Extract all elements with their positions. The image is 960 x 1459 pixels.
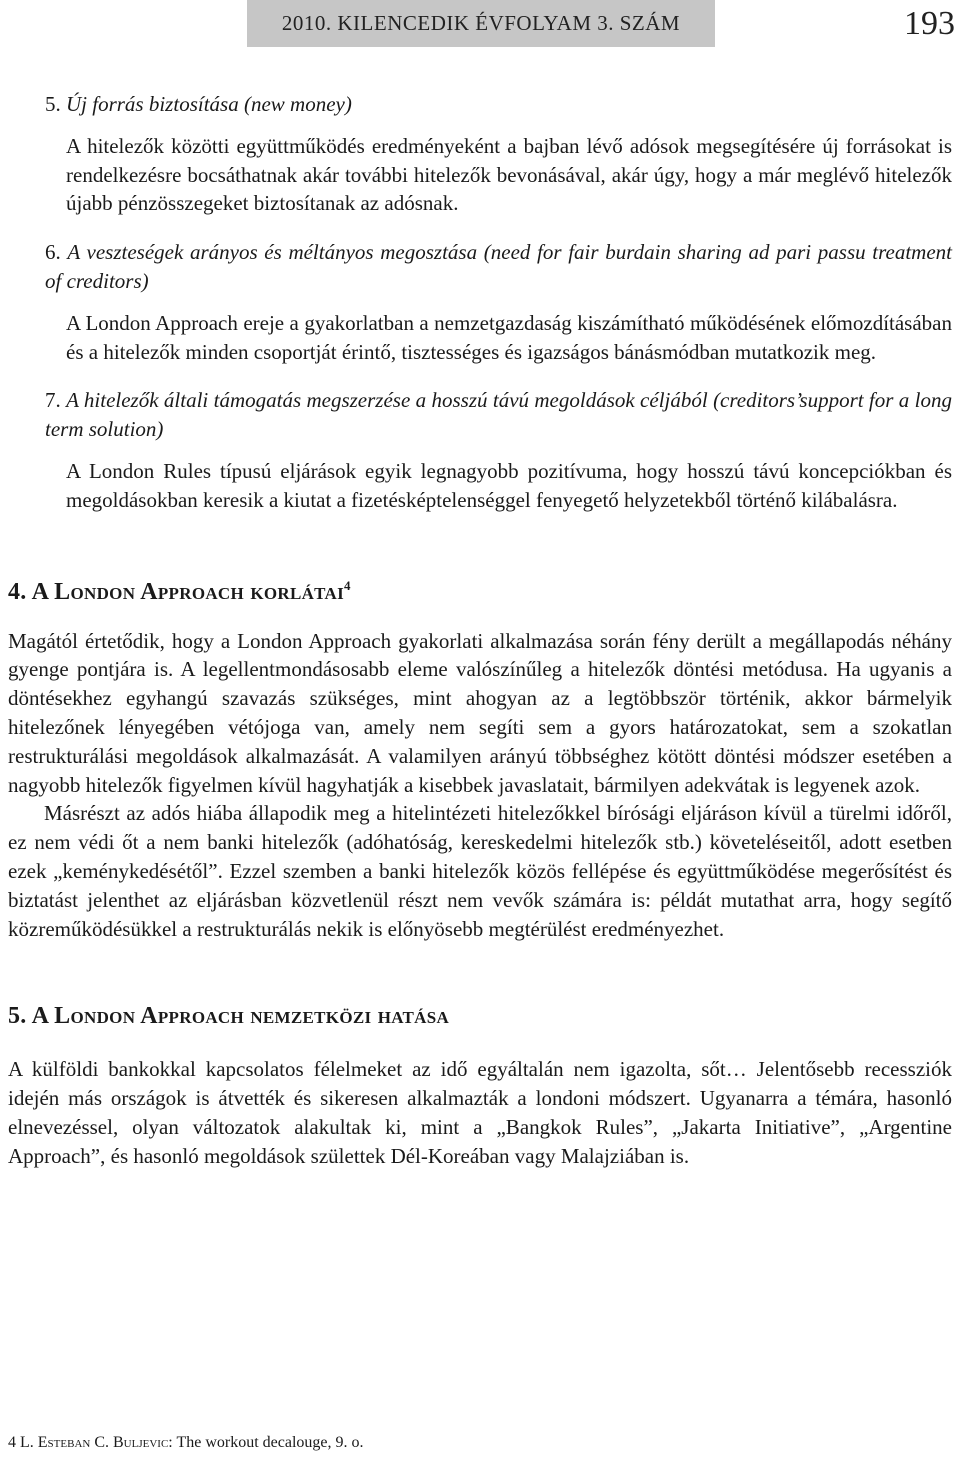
footnote-text: : The workout decalouge, 9. o. [168, 1434, 364, 1451]
section-4-paragraph-2: Másrészt az adós hiába állapodik meg a hitelintézeti hitelezőkkel bírósági eljáráson kívül a türelmi időről, ez nem védi őt a nem banki hitelezők (adóhatóság, kereskedelmi hitelezők stb.) követeléseitől, adott esetben ezek „keménykedésétől”. Ezzel szemben a banki hitelezők közös fellépése és együttműködése megerősítést és biztatást jelenthet az eljárásban közvetlenül részt nem vevők számára is: példát mutathat arra, hogy segítő közreműködésükkel a restrukturálás nekik is előnyösebb megtérülést eredményezhet. [8, 801, 952, 941]
section-4-paragraph-1: Magától értetődik, hogy a London Approach gyakorlati alkalmazása során fény derült a megállapodás néhány gyenge pontjára is. A legellentmondásosabb eleme valószínűleg a hitelezők döntési metódusa. Ha ugyanis a döntésekhez egyhangú szavazás szükséges, mint ahogyan az a legtöbbször történik, akkor bármelyik hitelezőnek lényegében vétójoga van, amely nem segíti sem a gyors határozatokat, sem a szokatlan restrukturálási megoldások alkalmazását. A valamilyen arányú többséghez kötött döntési módszer esetében a nagyobb hitelezők figyelmen kívül hagyhatják a kisebbek javaslatait, bármilyen adekvátak is legyenek azok. [8, 628, 952, 797]
footnote-author-2: C. Buljevic [94, 1434, 169, 1451]
item-title: A veszteségek arányos és méltányos megosztása (need for fair burdain sharing ad pari passu treatment of creditors) [45, 240, 952, 293]
item-number: 6. [45, 240, 61, 265]
section-4-title: 4. A London Approach korlátai [8, 578, 345, 605]
page-content [8, 90, 952, 1171]
page-number: 193 [904, 4, 955, 42]
item-number: 7. [45, 388, 61, 413]
section-4-heading [8, 571, 952, 607]
item-number: 5. [45, 92, 61, 116]
footnote [8, 1433, 364, 1453]
footnote-author-1: L. Esteban [20, 1434, 91, 1451]
item-5-heading [8, 90, 952, 119]
item-5-body: A hitelezők közötti együttműködés eredményeként a bajban lévő adósok megsegítésére új forrásokat is rendelkezésre bocsáthatnak akár további hitelezők bevonásával, akár úgy, hogy a már meglévő hitelezők újabb pénzösszegeket biztosítanak az adósnak. [66, 133, 952, 216]
footnote-number: 4 [8, 1434, 16, 1451]
section-5-heading: 5. A London Approach nemzetközi hatása [8, 1003, 450, 1030]
section-5-paragraph-1: A külföldi bankokkal kapcsolatos félelmeket az idő egyáltalán nem igazolta, sőt… Jelentősebb recessziók idején más országok is átvették és sikeresen alkalmazták a londoni módszert. Ugyanarra a témára, hasonló elnevezéssel, olyan változatok alakultak ki, mint a „Bangkok Rules”, „Jakarta Initiative”, „Argentine Approach”, és hasonló megoldások születtek Dél-Koreában vagy Malajziában is. [8, 1057, 952, 1168]
item-6-body: A London Approach ereje a gyakorlatban a nemzetgazdaság kiszámítható működésének előmozdításában és a hitelezők minden csoportját érintő, tisztességes és igazságos bánásmódban mutatkozik meg. [66, 310, 952, 364]
journal-header: 2010. KILENCEDIK ÉVFOLYAM 3. SZÁM [247, 0, 715, 47]
item-title: Új forrás biztosítása (new money) [66, 92, 352, 116]
item-title: A hitelezők általi támogatás megszerzése a hosszú távú megoldások céljából (creditors’support for a long term solution) [45, 388, 952, 442]
item-7-body: A London Rules típusú eljárások egyik legnagyobb pozitívuma, hogy hosszú távú koncepciókban és megoldásokban keresik a kiutat a fizetésképtelenséggel fenyegető helyzetekből történő kilábalásra. [66, 458, 952, 512]
item-7-heading [8, 386, 952, 444]
footnote-mark: 4 [344, 577, 351, 593]
item-6-heading [8, 238, 952, 296]
